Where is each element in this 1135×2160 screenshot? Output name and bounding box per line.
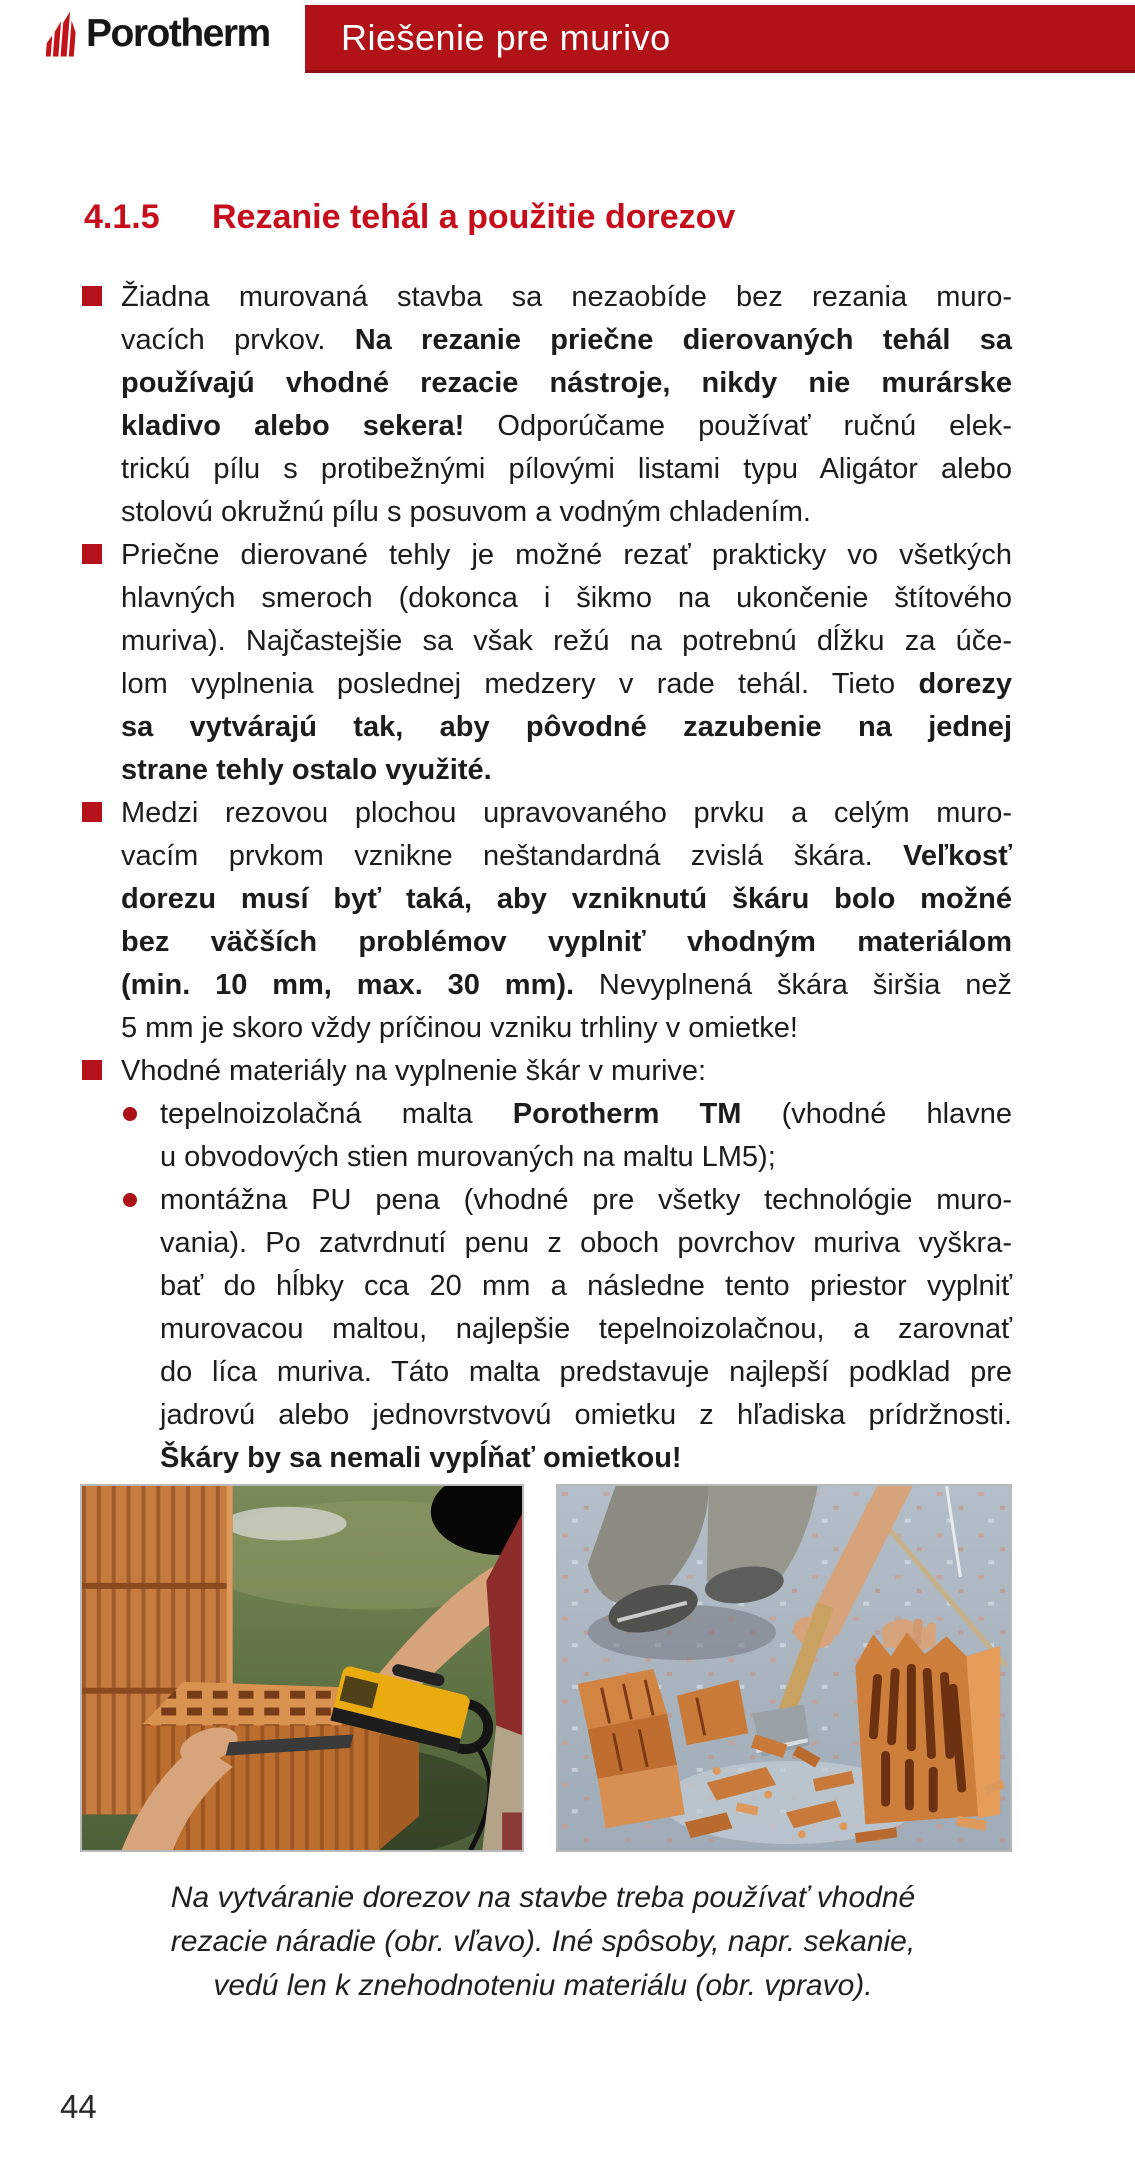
bullet-item [82, 534, 1012, 792]
sub-bullet-item [82, 1179, 1012, 1480]
round-bullet-icon [123, 1107, 137, 1121]
text-line: kladivo alebo sekera! Odporúčame používať ručnú elek- [121, 410, 1012, 442]
porotherm-logo [46, 10, 270, 58]
text-line: Škáry by sa nemali vypĺňať omietkou! [160, 1442, 682, 1474]
text-line: murovacou maltou, najlepšie tepelnoizolačnou, a zarovnať [160, 1313, 1012, 1345]
section-title [84, 198, 735, 237]
text-line: stolovú okružnú pílu s posuvom a vodným chladením. [121, 496, 811, 528]
text-line: 5 mm je skoro vždy príčinou vzniku trhliny v omietke! [121, 1012, 798, 1044]
text-line: vacím prvkom vznikne neštandardná zvislá škára. Veľkosť [121, 840, 1012, 872]
text-line: Medzi rezovou plochou upravovaného prvku a celým muro- [121, 797, 1012, 829]
photo-row [80, 1484, 1012, 1852]
bullet-item [82, 792, 1012, 1050]
photo-chopping-with-hatchet-image [558, 1486, 1010, 1850]
sub-bullet-item [82, 1093, 1012, 1179]
text-line: vania). Po zatvrdnutí penu z oboch povrchov muriva vyškra- [160, 1227, 1012, 1259]
text-line: do líca muriva. Táto malta predstavuje najlepší podklad pre [160, 1356, 1012, 1388]
bullet-item [82, 1050, 1012, 1093]
text-line: sa vytvárajú tak, aby pôvodné zazubenie na jednej [121, 711, 1012, 743]
photo-cutting-with-saw [80, 1484, 524, 1852]
square-bullet-icon [82, 802, 102, 822]
text-line: (min. 10 mm, max. 30 mm). Nevyplnená škára širšia než [121, 969, 1012, 1001]
text-line: montážna PU pena (vhodné pre všetky technológie muro- [160, 1184, 1012, 1216]
section-number: 4.1.5 [84, 198, 160, 236]
text-line: muriva). Najčastejšie sa však režú na potrebnú dĺžku za úče- [121, 625, 1012, 657]
text-line: Žiadna murovaná stavba sa nezaobíde bez rezania muro- [121, 281, 1012, 313]
square-bullet-icon [82, 286, 102, 306]
photo-chopping-with-hatchet [556, 1484, 1012, 1852]
square-bullet-icon [82, 544, 102, 564]
chapter-title: Riešenie pre murivo [341, 16, 671, 58]
round-bullet-icon [123, 1193, 137, 1207]
text-line: lom vyplnenia poslednej medzery v rade tehál. Tieto dorezy [121, 668, 1012, 700]
text-line: u obvodových stien murovaných na maltu LM5); [160, 1141, 776, 1173]
caption-line: Na vytváranie dorezov na stavbe treba používať vhodné [170, 1881, 916, 1914]
logo-wordmark: Porotherm [86, 12, 270, 55]
caption-line: vedú len k znehodnoteniu materiálu (obr. vpravo). [213, 1969, 873, 2002]
text-line: tepelnoizolačná malta Porotherm TM (vhodné hlavne [160, 1098, 1012, 1130]
chapter-header-band [305, 5, 1135, 73]
square-bullet-icon [82, 1060, 102, 1080]
photo-caption [163, 1876, 923, 2008]
bullet-item [82, 276, 1012, 534]
section-title-text: Rezanie tehál a použitie dorezov [212, 198, 736, 236]
text-line: bať do hĺbky cca 20 mm a následne tento priestor vyplniť [160, 1270, 1012, 1302]
text-line: dorezu musí byť taká, aby vzniknutú škáru bolo možné [121, 883, 1012, 915]
page-number: 44 [60, 2088, 97, 2125]
text-line: vacích prvkov. Na rezanie priečne dierovaných tehál sa [121, 324, 1012, 356]
text-line: používajú vhodné rezacie nástroje, nikdy nie murárske [121, 367, 1012, 399]
text-line: trickú pílu s protibežnými pílovými listami typu Aligátor alebo [121, 453, 1012, 485]
body-text [82, 276, 1012, 1480]
text-line: jadrovú alebo jednovrstvovú omietku z hľadiska prídržnosti. [160, 1399, 1012, 1431]
text-line: bez väčších problémov vyplniť vhodným materiálom [121, 926, 1012, 958]
porotherm-flame-icon [46, 10, 79, 58]
text-line: Vhodné materiály na vyplnenie škár v murive: [121, 1055, 707, 1087]
text-line: Priečne dierované tehly je možné rezať prakticky vo všetkých [121, 539, 1012, 571]
caption-line: rezacie náradie (obr. vľavo). Iné spôsoby, napr. sekanie, [170, 1925, 916, 1958]
photo-cutting-with-saw-image [82, 1486, 522, 1850]
text-line: strane tehly ostalo využité. [121, 754, 492, 786]
text-line: hlavných smeroch (dokonca i šikmo na ukončenie štítového [121, 582, 1012, 614]
